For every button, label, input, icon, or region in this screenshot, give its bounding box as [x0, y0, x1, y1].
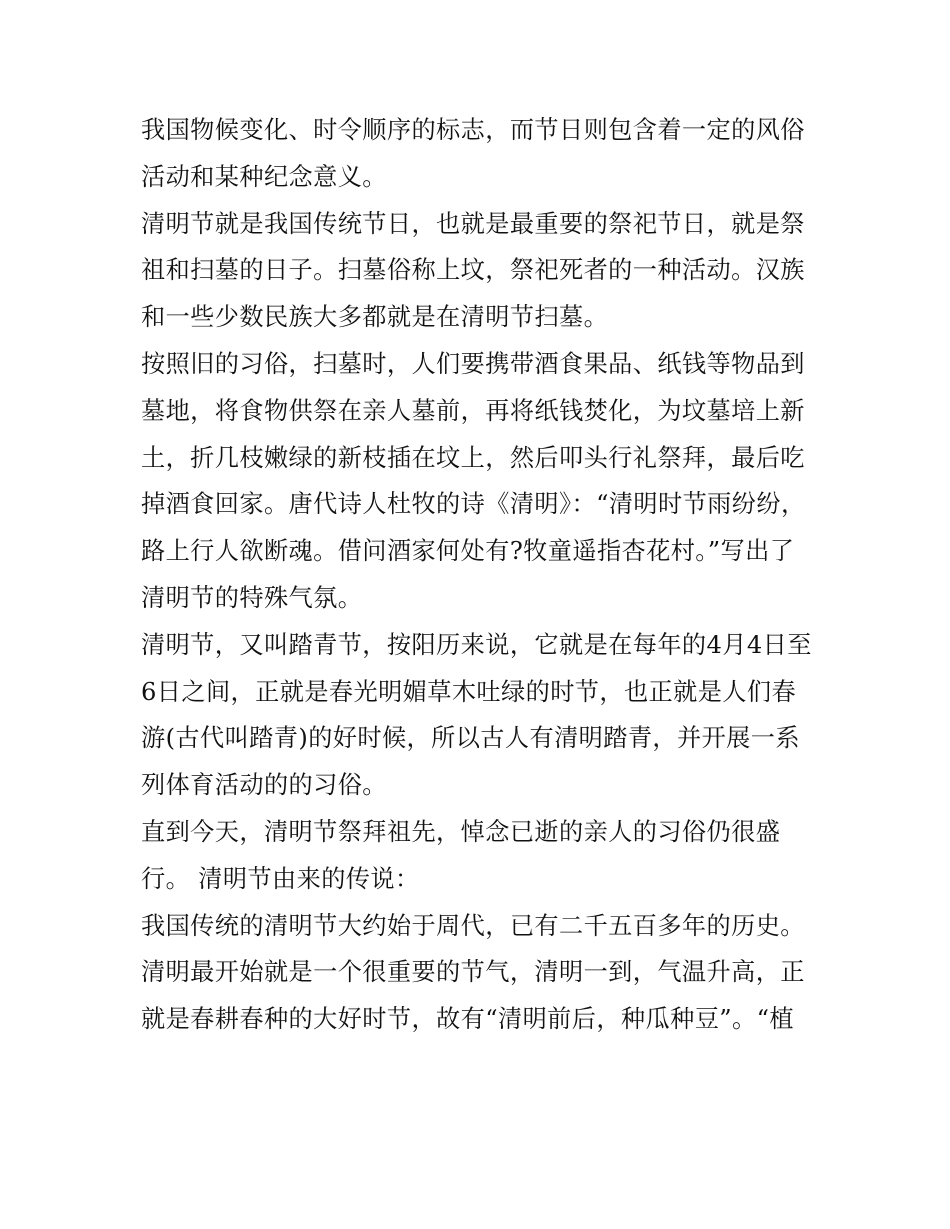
document-body	[141, 107, 813, 1043]
paragraph-origin: 我国传统的清明节大约始于周代，已有二千五百多年的历史。清明最开始就是一个很重要的节气，清明一到，气温升高，正就是春耕春种的大好时节，故有“清明前后，种瓜种豆”。“植	[141, 911, 805, 1034]
paragraph-phenology: 我国物候变化、时令顺序的标志，而节日则包含着一定的风俗活动和某种纪念意义。	[141, 116, 805, 191]
paragraph-tomb-sweeping-customs: 按照旧的习俗，扫墓时，人们要携带酒食果品、纸钱等物品到墓地，将食物供祭在亲人墓前，再将纸钱焚化，为坟墓培上新土，折几枝嫩绿的新枝插在坟上，然后叩头行礼祭拜，最后吃掉酒食回家。唐代诗人杜牧的诗《清明》：“清明时节雨纷纷，路上行人欲断魂。借问酒家何处有?牧童遥指杏花村。”写出了清明节的特殊气氛。	[141, 349, 806, 612]
paragraph-outing-festival: 清明节，又叫踏青节，按阳历来说，它就是在每年的4月4日至6日之间，正就是春光明媚草木吐绿的时节，也正就是人们春游(古代叫踏青)的好时候，所以古人有清明踏青，并开展一系列体育活动的的习俗。	[141, 630, 812, 800]
paragraph-today: 直到今天，清明节祭拜祖先，悼念已逝的亲人的习俗仍很盛行。 清明节由来的传说：	[141, 817, 781, 893]
paragraph-qingming-festival: 清明节就是我国传统节日，也就是最重要的祭祀节日，就是祭祖和扫墓的日子。扫墓俗称上坟，祭祀死者的一种活动。汉族和一些少数民族大多都就是在清明节扫墓。	[141, 209, 805, 332]
